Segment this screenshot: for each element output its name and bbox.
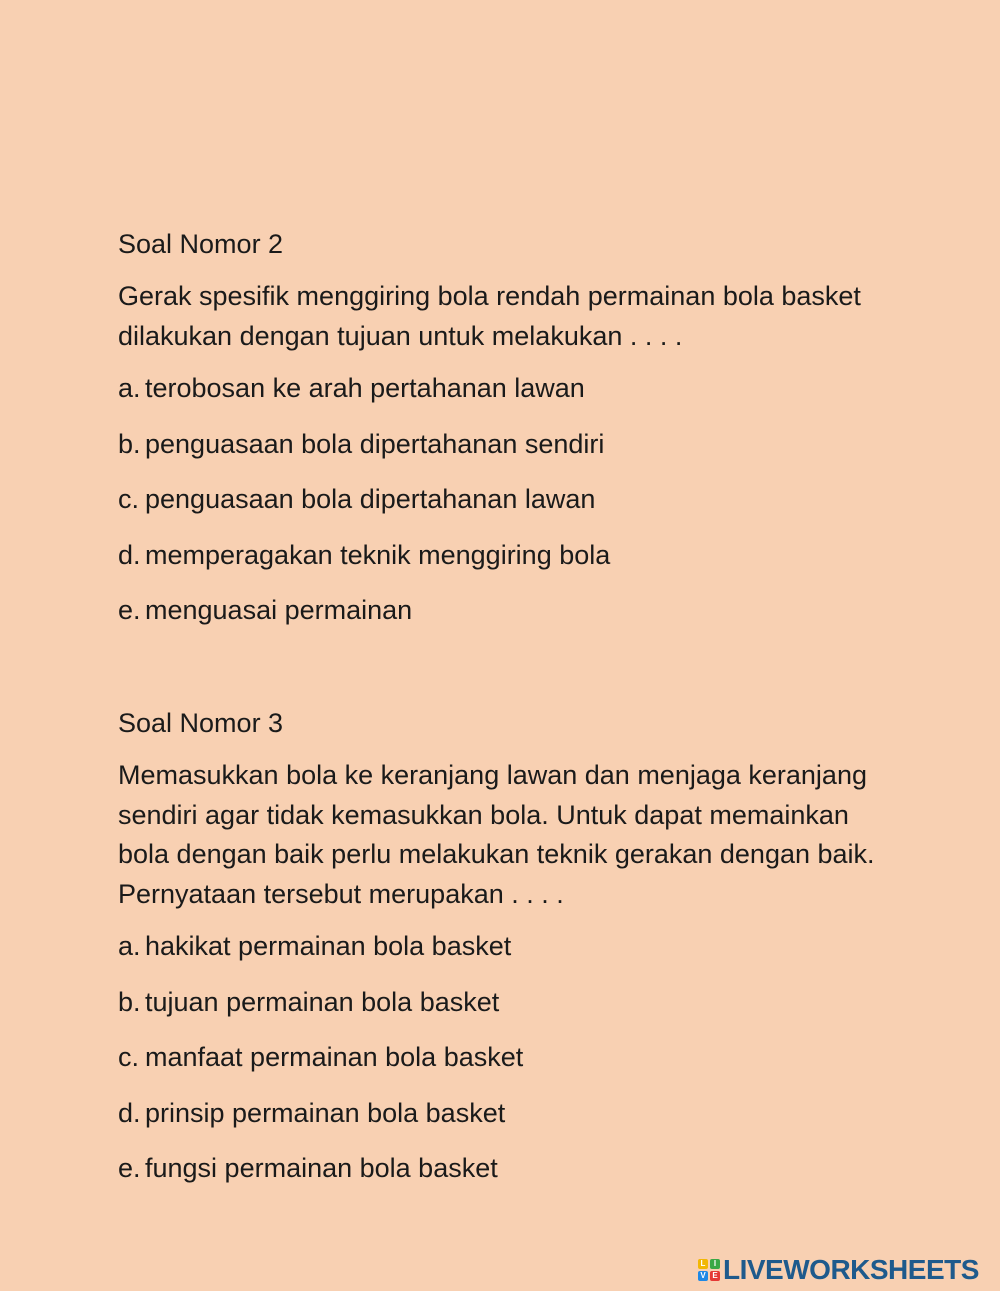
option-a bbox=[118, 928, 878, 964]
option-text: penguasaan bola dipertahanan lawan bbox=[145, 484, 596, 514]
option-letter: e. bbox=[118, 595, 141, 625]
option-c bbox=[118, 1039, 878, 1075]
liveworksheets-logo-icon bbox=[698, 1259, 720, 1281]
option-text: manfaat permainan bola basket bbox=[145, 1042, 524, 1072]
question-text: Memasukkan bola ke keranjang lawan dan menjaga keranjang sendiri agar tidak kemasukkan bola. Untuk dapat memainkan bola dengan baik perlu melakukan teknik gerakan dengan baik. Pernyataan tersebut merupakan . . . . bbox=[118, 760, 875, 909]
logo-cell: E bbox=[710, 1271, 720, 1281]
option-text: tujuan permainan bola basket bbox=[145, 986, 500, 1017]
question-3 bbox=[118, 705, 878, 1186]
question-2 bbox=[118, 226, 878, 628]
answer-options bbox=[118, 370, 878, 628]
option-text: penguasaan bola dipertahanan sendiri bbox=[145, 428, 605, 459]
option-letter: d. bbox=[118, 539, 141, 570]
option-c bbox=[118, 481, 878, 517]
option-letter: a. bbox=[118, 931, 141, 961]
option-text: memperagakan teknik menggiring bola bbox=[145, 539, 611, 570]
option-b bbox=[118, 426, 878, 462]
option-text: prinsip permainan bola basket bbox=[145, 1097, 506, 1128]
logo-cell: L bbox=[698, 1259, 708, 1269]
watermark-text: LIVEWORKSHEETS bbox=[723, 1254, 979, 1285]
logo-cell: I bbox=[710, 1259, 720, 1269]
option-letter: c. bbox=[118, 484, 140, 514]
option-d bbox=[118, 1095, 878, 1131]
question-text: Gerak spesifik menggiring bola rendah permainan bola basket dilakukan dengan tujuan untuk melakukan . . . . bbox=[118, 281, 861, 351]
logo-cell: V bbox=[698, 1271, 708, 1281]
option-e bbox=[118, 1150, 878, 1186]
option-letter: b. bbox=[118, 986, 141, 1017]
option-a bbox=[118, 370, 878, 406]
option-text: menguasai permainan bbox=[145, 595, 413, 625]
option-letter: e. bbox=[118, 1153, 141, 1183]
option-b bbox=[118, 984, 878, 1020]
answer-options bbox=[118, 928, 878, 1186]
option-letter: d. bbox=[118, 1097, 141, 1128]
option-letter: a. bbox=[118, 373, 141, 403]
option-e bbox=[118, 592, 878, 628]
question-title: Soal Nomor 3 bbox=[118, 708, 284, 738]
option-text: fungsi permainan bola basket bbox=[145, 1153, 498, 1183]
option-text: hakikat permainan bola basket bbox=[145, 931, 512, 961]
option-d bbox=[118, 537, 878, 573]
option-letter: c. bbox=[118, 1042, 140, 1072]
option-letter: b. bbox=[118, 428, 141, 459]
question-title: Soal Nomor 2 bbox=[118, 229, 284, 259]
liveworksheets-watermark bbox=[698, 1254, 979, 1286]
option-text: terobosan ke arah pertahanan lawan bbox=[145, 373, 585, 403]
